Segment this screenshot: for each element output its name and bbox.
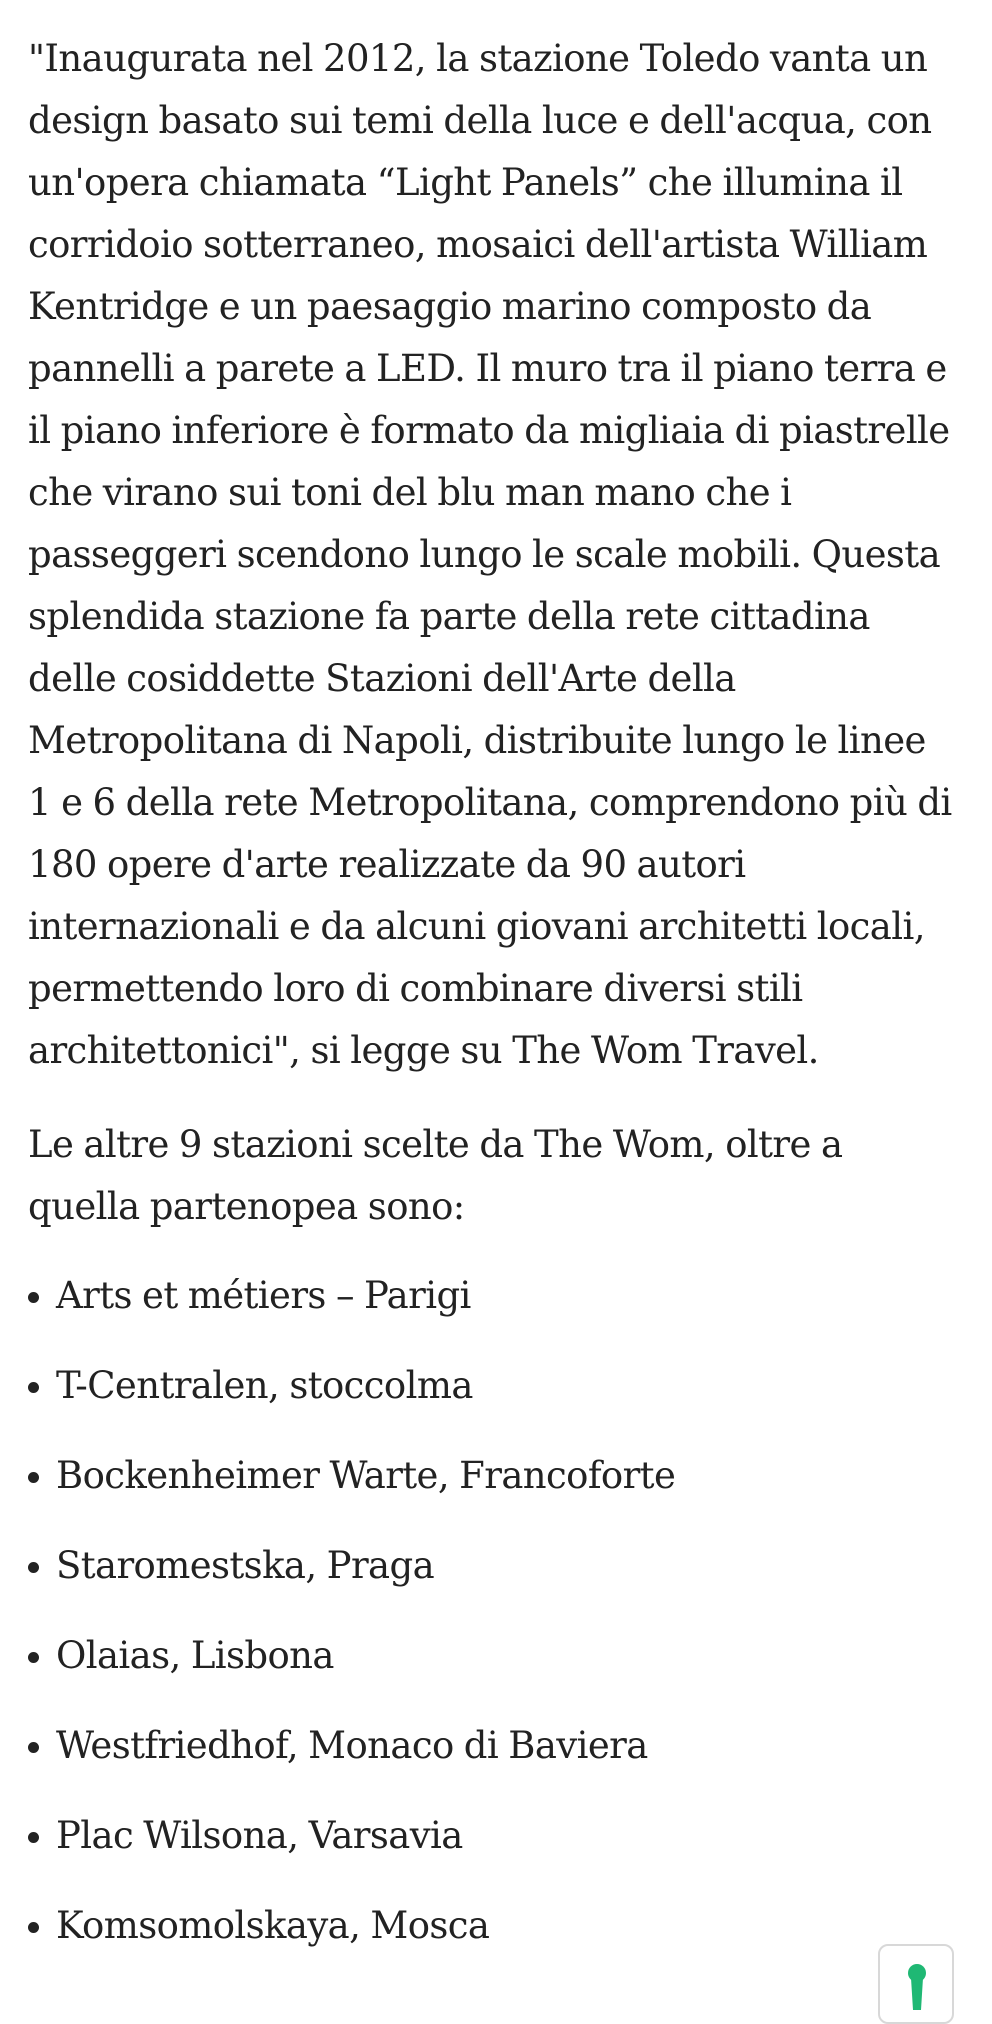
list-item xyxy=(28,1265,968,1355)
text-line: pannelli a parete a LED. Il muro tra il piano terra e xyxy=(28,347,947,390)
list-item xyxy=(28,1805,968,1895)
text-line: "Inaugurata nel 2012, la stazione Toledo vanta un xyxy=(28,37,928,80)
list-item xyxy=(28,1895,968,1985)
station-name: Staromestska, Praga xyxy=(56,1544,435,1587)
station-name: T-Centralen, stoccolma xyxy=(56,1364,473,1407)
bullet-icon xyxy=(28,1382,39,1393)
bullet-icon xyxy=(28,1562,39,1573)
station-name: Westfriedhof, Monaco di Baviera xyxy=(56,1724,648,1767)
text-line: che virano sui toni del blu man mano che i xyxy=(28,471,792,514)
text-line: splendida stazione fa parte della rete cittadina xyxy=(28,595,870,638)
text-line: delle cosiddette Stazioni dell'Arte della xyxy=(28,657,736,700)
text-line: 1 e 6 della rete Metropolitana, comprendono più di xyxy=(28,781,952,824)
bullet-icon xyxy=(28,1742,39,1753)
station-name: Arts et métiers – Parigi xyxy=(56,1274,471,1317)
bullet-icon xyxy=(28,1652,39,1663)
keyhole-icon xyxy=(902,1962,932,2014)
paragraph-intro-list xyxy=(28,1114,968,1238)
station-name: Komsomolskaya, Mosca xyxy=(56,1904,490,1947)
text-line: Le altre 9 stazioni scelte da The Wom, oltre a xyxy=(28,1123,843,1166)
list-item xyxy=(28,1625,968,1715)
paragraph-toledo-quote xyxy=(28,28,968,1082)
bullet-icon xyxy=(28,1472,39,1483)
article-body xyxy=(28,28,968,1985)
text-line: Kentridge e un paesaggio marino composto da xyxy=(28,285,872,328)
text-line: Metropolitana di Napoli, distribuite lungo le linee xyxy=(28,719,926,762)
list-item xyxy=(28,1355,968,1445)
bullet-icon xyxy=(28,1922,39,1933)
bullet-icon xyxy=(28,1832,39,1843)
text-line: un'opera chiamata “Light Panels” che illumina il xyxy=(28,161,903,204)
list-item xyxy=(28,1715,968,1805)
text-line: permettendo loro di combinare diversi stili xyxy=(28,967,803,1010)
list-item xyxy=(28,1535,968,1625)
text-line: 180 opere d'arte realizzate da 90 autori xyxy=(28,843,746,886)
bullet-icon xyxy=(28,1292,39,1303)
text-line: quella partenopea sono: xyxy=(28,1185,465,1228)
station-name: Olaias, Lisbona xyxy=(56,1634,334,1677)
list-item xyxy=(28,1445,968,1535)
station-name: Bockenheimer Warte, Francoforte xyxy=(56,1454,676,1497)
text-line: passeggeri scendono lungo le scale mobili. Questa xyxy=(28,533,941,576)
station-name: Plac Wilsona, Varsavia xyxy=(56,1814,463,1857)
text-line: architettonici", si legge su The Wom Travel. xyxy=(28,1029,819,1072)
station-list xyxy=(28,1265,968,1985)
text-line: il piano inferiore è formato da migliaia di piastrelle xyxy=(28,409,950,452)
text-line: corridoio sotterraneo, mosaici dell'artista William xyxy=(28,223,928,266)
text-line: internazionali e da alcuni giovani architetti locali, xyxy=(28,905,925,948)
privacy-keyhole-button[interactable] xyxy=(878,1944,954,2024)
text-line: design basato sui temi della luce e dell'acqua, con xyxy=(28,99,932,142)
